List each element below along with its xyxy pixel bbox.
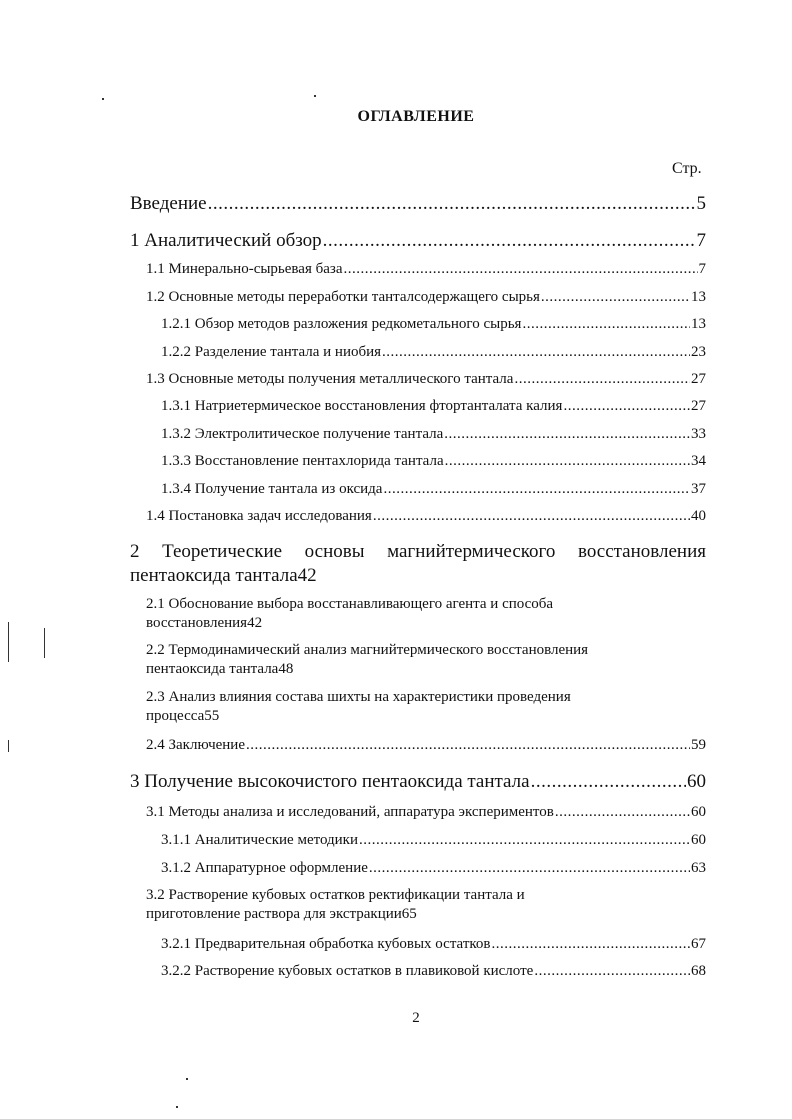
toc-entry-title: 3.1 Методы анализа и исследований, аппаратура экспериментов <box>146 804 554 820</box>
toc-entry-page: 7 <box>696 230 706 251</box>
dot-leader <box>492 936 691 953</box>
dot-leader <box>531 771 686 793</box>
toc-entry-title: 2.1 Обоснование выбора восстанавливающего агента и способа <box>146 596 554 612</box>
toc-entry-2-3[interactable] <box>146 689 706 725</box>
dot-leader <box>373 508 690 525</box>
scan-speck <box>102 98 104 100</box>
toc-entry-title-continued: приготовление раствора для экстракции <box>146 906 402 922</box>
toc-entry-page: 67 <box>691 936 706 952</box>
page-title: ОГЛАВЛЕНИЕ <box>357 108 475 125</box>
toc-entry-title: 3 Получение высокочистого пентаоксида тантала <box>130 771 530 792</box>
toc-entry-title: 3.1.1 Аналитические методики <box>161 832 358 848</box>
scan-line-mark <box>8 622 9 662</box>
toc-entry-title-continued: процесса <box>146 708 205 724</box>
toc-entry-page: 27 <box>691 398 706 414</box>
toc-entry-introduction[interactable] <box>130 193 706 215</box>
toc-entry-title: 2 Теоретические основы магнийтермического восстановления <box>130 541 706 562</box>
scan-speck <box>314 95 316 97</box>
toc-entry-page: 5 <box>696 193 706 214</box>
toc-entry-1-3-4[interactable] <box>161 481 706 498</box>
toc-entry-page: 63 <box>691 860 706 876</box>
dot-leader <box>514 371 690 388</box>
toc-entry-3-1-1[interactable] <box>161 832 706 849</box>
toc-entry-page: 33 <box>691 426 706 442</box>
toc-entry-title: 1 Аналитический обзор <box>130 230 322 251</box>
toc-entry-3-1[interactable] <box>146 804 706 821</box>
toc-entry-chapter-1[interactable] <box>130 230 706 252</box>
toc-entry-title: 1.2.2 Разделение тантала и ниобия <box>161 344 382 360</box>
dot-leader <box>246 737 690 754</box>
toc-entry-page: 40 <box>691 508 706 524</box>
toc-entry-3-2[interactable] <box>146 887 706 923</box>
toc-entry-2-4[interactable] <box>146 737 706 754</box>
dot-leader <box>563 398 690 415</box>
toc-entry-page: 13 <box>691 316 706 332</box>
toc-entry-title: 1.3 Основные методы получения металлического тантала <box>146 371 514 387</box>
toc-entry-title: 2.2 Термодинамический анализ магнийтермического восстановления <box>146 642 589 658</box>
toc-entry-3-2-1[interactable] <box>161 936 706 953</box>
toc-entry-page: 27 <box>691 371 706 387</box>
toc-entry-chapter-3[interactable] <box>130 771 706 793</box>
toc-entry-page: 13 <box>691 289 706 305</box>
toc-entry-page: 65 <box>401 906 417 922</box>
toc-entry-title: 3.2.2 Растворение кубовых остатков в плавиковой кислоте <box>161 963 534 979</box>
toc-entry-page: 55 <box>204 708 220 724</box>
dot-leader <box>383 481 690 498</box>
toc-entry-page: 42 <box>297 565 317 586</box>
page-column-label: Стр. <box>672 160 702 177</box>
toc-entry-title: 2.4 Заключение <box>146 737 245 753</box>
toc-entry-page: 60 <box>687 771 706 792</box>
toc-entry-page: 68 <box>691 963 706 979</box>
toc-entry-chapter-2[interactable] <box>130 541 706 587</box>
scan-line-mark <box>44 628 45 658</box>
dot-leader <box>208 193 696 215</box>
toc-entry-title: 1.3.3 Восстановление пентахлорида тантала <box>161 453 444 469</box>
toc-entry-title: Введение <box>130 193 207 214</box>
toc-entry-page: 59 <box>691 737 706 753</box>
toc-entry-1-3-3[interactable] <box>161 453 706 470</box>
toc-entry-page: 7 <box>698 261 706 277</box>
toc-entry-title: 1.3.4 Получение тантала из оксида <box>161 481 383 497</box>
toc-entry-page: 23 <box>691 344 706 360</box>
toc-entry-2-2[interactable] <box>146 642 706 678</box>
toc-entry-3-2-2[interactable] <box>161 963 706 980</box>
page-number: 2 <box>412 1010 420 1026</box>
dot-leader <box>369 860 690 877</box>
toc-entry-title: 1.2 Основные методы переработки танталсодержащего сырья <box>146 289 540 305</box>
dot-leader <box>323 230 696 252</box>
dot-leader <box>359 832 690 849</box>
toc-entry-1-3-1[interactable] <box>161 398 706 415</box>
toc-entry-title: 3.2.1 Предварительная обработка кубовых остатков <box>161 936 491 952</box>
scan-line-mark <box>8 740 9 752</box>
toc-entry-1-4[interactable] <box>146 508 706 525</box>
toc-entry-1-3-2[interactable] <box>161 426 706 443</box>
toc-entry-page: 60 <box>691 804 706 820</box>
toc-entry-page: 60 <box>691 832 706 848</box>
dot-leader <box>534 963 690 980</box>
dot-leader <box>344 261 698 278</box>
toc-entry-page: 48 <box>278 661 294 677</box>
dot-leader <box>444 426 690 443</box>
toc-entry-title: 3.2 Растворение кубовых остатков ректификации тантала и <box>146 887 525 903</box>
dot-leader <box>541 289 690 306</box>
toc-entry-title: 2.3 Анализ влияния состава шихты на характеристики проведения <box>146 689 571 705</box>
dot-leader <box>382 344 690 361</box>
toc-entry-page: 34 <box>691 453 706 469</box>
toc-entry-1-2[interactable] <box>146 289 706 306</box>
toc-entry-title: 1.2.1 Обзор методов разложения редкометального сырья <box>161 316 522 332</box>
toc-entry-1-2-1[interactable] <box>161 316 706 333</box>
toc-entry-title: 3.1.2 Аппаратурное оформление <box>161 860 368 876</box>
toc-entry-1-1[interactable] <box>146 261 706 278</box>
toc-entry-1-2-2[interactable] <box>161 344 706 361</box>
scan-speck <box>176 1106 178 1108</box>
toc-entry-page: 42 <box>247 615 263 631</box>
toc-entry-title-continued: пентаоксида тантала <box>130 565 298 586</box>
toc-entry-2-1[interactable] <box>146 596 706 632</box>
toc-entry-title-continued: пентаоксида тантала <box>146 661 279 677</box>
scan-speck <box>186 1078 188 1080</box>
dot-leader <box>522 316 690 333</box>
toc-entry-page: 37 <box>691 481 706 497</box>
dot-leader <box>555 804 690 821</box>
toc-entry-title: 1.4 Постановка задач исследования <box>146 508 372 524</box>
toc-entry-3-1-2[interactable] <box>161 860 706 877</box>
toc-entry-title-continued: восстановления <box>146 615 248 631</box>
dot-leader <box>445 453 690 470</box>
toc-entry-title: 1.1 Минерально-сырьевая база <box>146 261 343 277</box>
toc-entry-title: 1.3.2 Электролитическое получение тантала <box>161 426 444 442</box>
toc-entry-1-3[interactable] <box>146 371 706 388</box>
toc-entry-title: 1.3.1 Натриетермическое восстановления фтортанталата калия <box>161 398 563 414</box>
